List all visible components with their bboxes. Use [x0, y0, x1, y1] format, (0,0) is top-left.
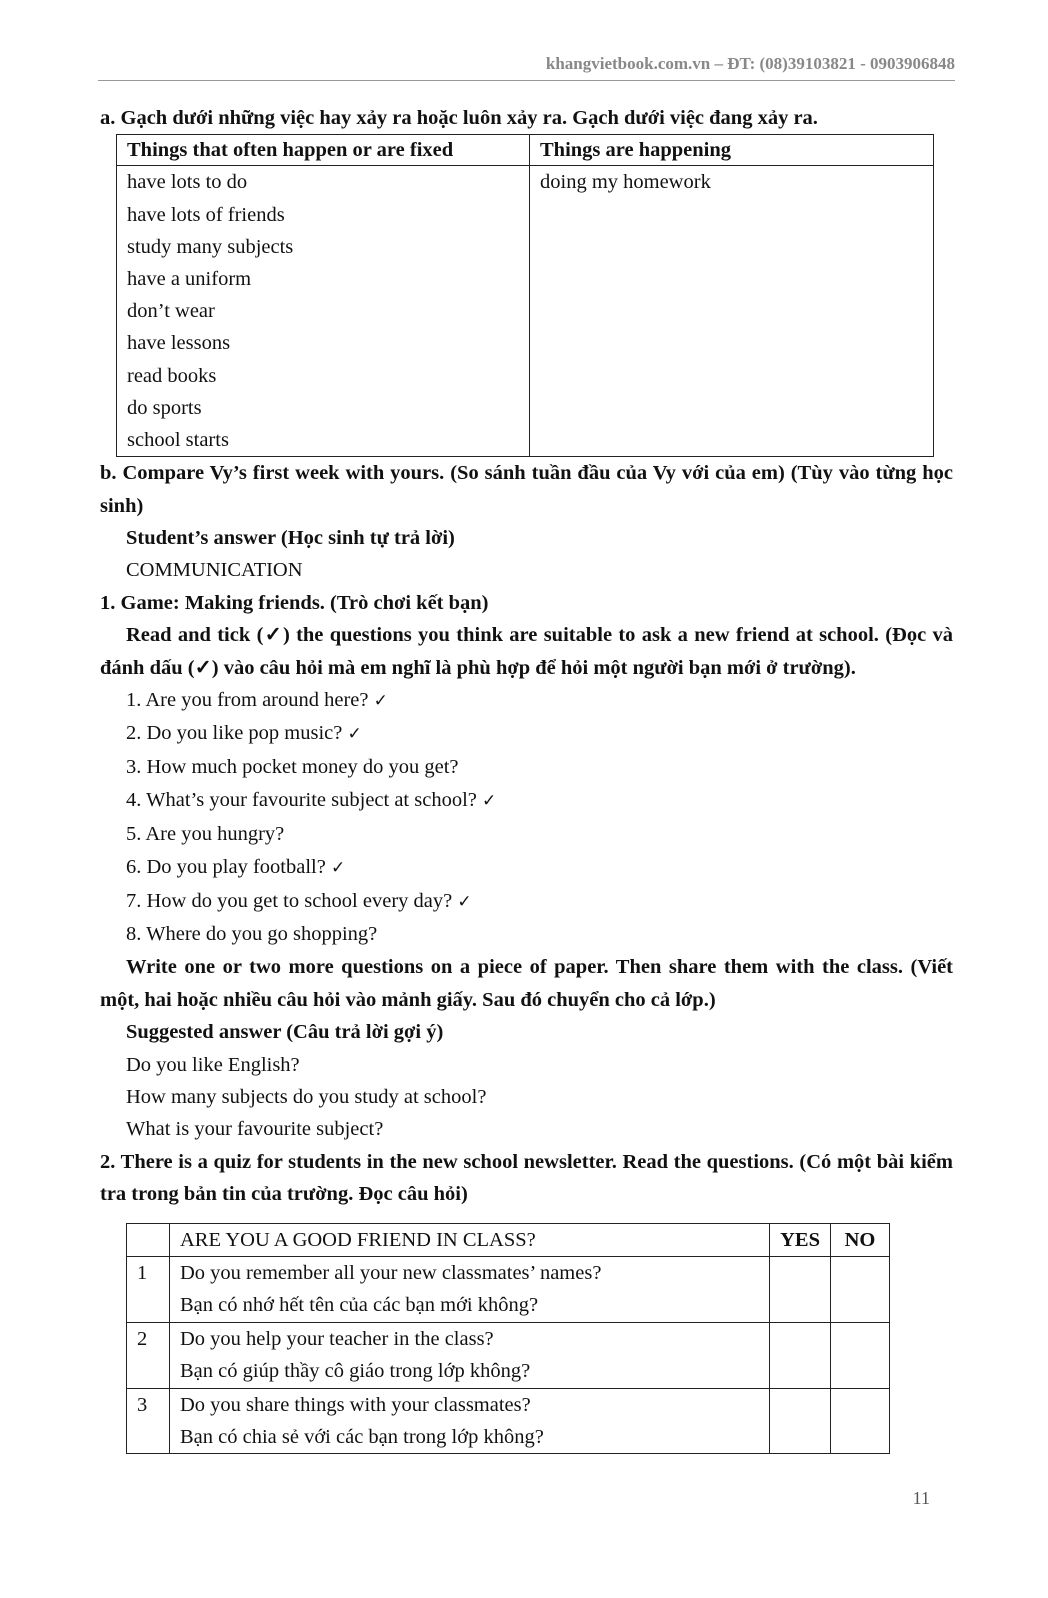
list-item: have lots to do [127, 171, 248, 194]
page-content [100, 102, 953, 1454]
row-question [170, 1388, 770, 1454]
row-number: 3 [127, 1388, 170, 1454]
check-icon: ✓ [330, 858, 346, 879]
question-item: 1. Are you from around here? ✓ [126, 689, 388, 712]
check-icon: ✓ [457, 891, 472, 912]
row-number: 1 [127, 1256, 170, 1322]
list-item: don’t wear [127, 300, 215, 323]
no-cell[interactable] [831, 1388, 890, 1454]
question-vi: Bạn có chia sẻ với các bạn trong lớp không? [180, 1426, 544, 1449]
site-contact: khangvietbook.com.vn – ĐT: (08)39103821 - 0903906848 [545, 54, 955, 73]
no-cell[interactable] [831, 1256, 890, 1322]
yes-cell[interactable] [770, 1322, 831, 1388]
question-item: 4. What’s your favourite subject at school? ✓ [126, 789, 497, 812]
yes-cell[interactable] [770, 1388, 831, 1454]
question-en: Do you remember all your new classmates’ names? [180, 1261, 602, 1284]
row-question [170, 1322, 770, 1388]
no-cell[interactable] [831, 1322, 890, 1388]
routine-table [116, 134, 934, 457]
list-item: have lessons [127, 332, 231, 355]
table-row [127, 1256, 890, 1322]
game-title: 1. Game: Making friends. (Trò chơi kết bạn) [100, 591, 489, 614]
question-list [100, 684, 953, 951]
suggested-item: Do you like English? [126, 1053, 300, 1076]
section-b-answer: Student’s answer (Học sinh tự trả lời) [126, 527, 455, 550]
question-item: 7. How do you get to school every day? ✓ [126, 889, 472, 912]
page-header [98, 54, 955, 81]
table-row [127, 1322, 890, 1388]
list-item: read books [127, 364, 217, 387]
check-icon: ✓ [482, 791, 497, 812]
list-item: school starts [127, 429, 229, 452]
write-instruction: Write one or two more questions on a piece of paper. Then share them with the class. (Viết một, hai hoặc nhiều câu hỏi vào mảnh giấy. Sau đó chuyển cho cả lớp.) [100, 956, 953, 1011]
table-row [127, 1388, 890, 1454]
check-icon: ✓ [373, 691, 388, 712]
yes-cell[interactable] [770, 1256, 831, 1322]
suggested-item: How many subjects do you study at school? [126, 1085, 487, 1108]
page-number: 11 [912, 1488, 930, 1508]
question-item: 8. Where do you go shopping? [126, 922, 378, 945]
happening-items-cell [530, 166, 934, 457]
question-item: 3. How much pocket money do you get? [126, 755, 459, 778]
communication-heading: COMMUNICATION [126, 559, 303, 582]
row-question [170, 1256, 770, 1322]
check-icon: ✓ [347, 724, 362, 745]
num-header [127, 1223, 170, 1256]
question-item: 5. Are you hungry? [126, 822, 285, 845]
suggested-item: What is your favourite subject? [126, 1118, 384, 1141]
fixed-items-cell [117, 166, 530, 457]
question-item: 2. Do you like pop music? ✓ [126, 722, 362, 745]
quiz-table [126, 1223, 890, 1455]
section-b-title: b. Compare Vy’s first week with yours. (So sánh tuần đầu của Vy với của em) (Tùy vào từng học sinh) [100, 462, 953, 517]
question-en: Do you share things with your classmates? [180, 1393, 531, 1416]
question-item: 6. Do you play football? ✓ [126, 856, 346, 879]
yes-header: YES [770, 1223, 831, 1256]
question-vi: Bạn có nhớ hết tên của các bạn mới không? [180, 1294, 539, 1317]
row-number: 2 [127, 1322, 170, 1388]
col-header-happening: Things are happening [530, 135, 934, 166]
list-item: doing my homework [540, 171, 711, 194]
list-item: study many subjects [127, 235, 294, 258]
section-a-title: a. Gạch dưới những việc hay xảy ra hoặc luôn xảy ra. Gạch dưới việc đang xảy ra. [100, 107, 818, 129]
quiz-title: 2. There is a quiz for students in the new school newsletter. Read the questions. (Có một bài kiểm tra trong bản tin của trường. Đọc câu hỏi) [100, 1150, 953, 1206]
list-item: have a uniform [127, 268, 252, 291]
col-header-fixed: Things that often happen or are fixed [117, 135, 530, 166]
list-item: do sports [127, 396, 202, 419]
quiz-table-title: ARE YOU A GOOD FRIEND IN CLASS? [170, 1223, 770, 1256]
question-en: Do you help your teacher in the class? [180, 1327, 494, 1350]
list-item: have lots of friends [127, 203, 285, 226]
game-instruction: Read and tick (✓) the questions you think are suitable to ask a new friend at school. (Đọc và đánh dấu (✓) vào câu hỏi mà em nghĩ là phù hợp để hỏi một người bạn mới ở trường). [100, 624, 953, 679]
suggested-label: Suggested answer (Câu trả lời gợi ý) [126, 1021, 444, 1044]
no-header: NO [831, 1223, 890, 1256]
question-vi: Bạn có giúp thầy cô giáo trong lớp không? [180, 1360, 531, 1383]
